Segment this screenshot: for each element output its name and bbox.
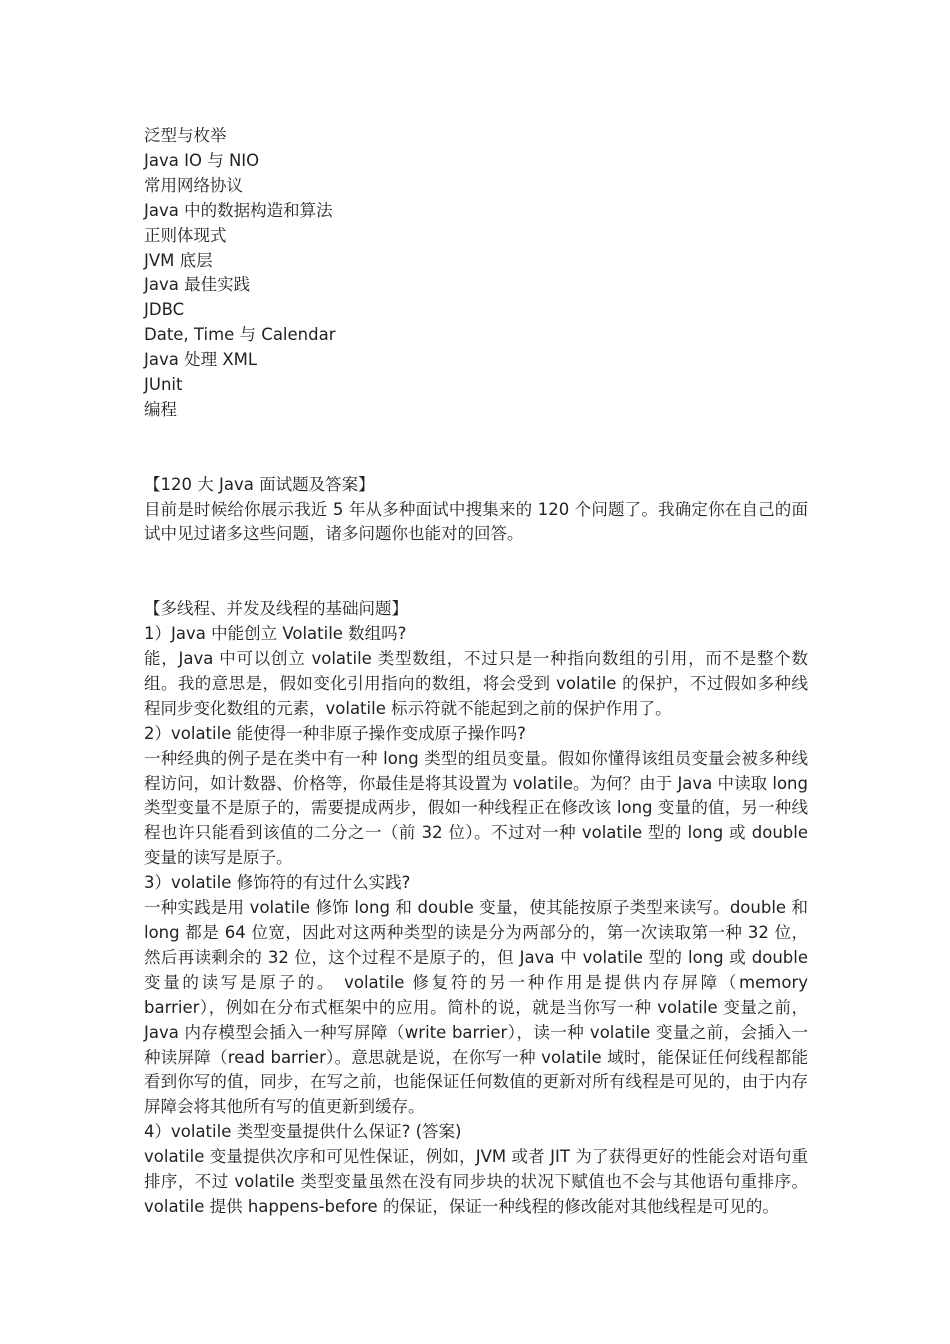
- toc-item: 正则体现式: [144, 225, 227, 245]
- toc-item: JDBC: [144, 300, 185, 320]
- answer-4: volatile 变量提供次序和可见性保证，例如，JVM 或者 JIT 为了获得更好的性能会对语句重排序，不过 volatile 类型变量虽然在没有同步块的状况下赋值也不会与其他语句重排序。 volatile 提供 happens-before 的保证，保证一种线程的修改能对其他线程是可见的。: [144, 1147, 808, 1216]
- threading-section: [144, 597, 808, 1220]
- answer-1: 能，Java 中可以创立 volatile 类型数组，不过只是一种指向数组的引用，而不是整个数组。我的意思是，假如变化引用指向的数组，将会受到 volatile 的保护，不过假如多种线程同步变化数组的元素，volatile 标示符就不能起到之前的保护作用了。: [144, 649, 808, 718]
- toc-item: Java 中的数据构造和算法: [144, 200, 333, 220]
- document-page: [144, 124, 808, 1220]
- question-4: 4）volatile 类型变量提供什么保证? (答案): [144, 1122, 462, 1142]
- toc-item: Java 最佳实践: [144, 275, 251, 295]
- intro-heading: 【120 大 Java 面试题及答案】: [144, 474, 375, 494]
- toc-item: JUnit: [144, 375, 183, 395]
- question-1: 1）Java 中能创立 Volatile 数组吗?: [144, 624, 407, 644]
- toc-item: 编程: [144, 399, 177, 419]
- toc-item: 常用网络协议: [144, 175, 243, 195]
- intro-section: [144, 473, 808, 548]
- toc-item: 泛型与枚举: [144, 126, 227, 145]
- toc-list: [144, 124, 808, 423]
- toc-item: Java IO 与 NIO: [144, 150, 260, 170]
- answer-3: 一种实践是用 volatile 修饰 long 和 double 变量，使其能按原子类型来读写。double 和 long 都是 64 位宽，因此对这两种类型的读是分为两部分的，第一次读取第一种 32 位，然后再读剩余的 32 位，这个过程不是原子的，但 Java 中 volatile 型的 long 或 double 变量的读写是原子的。 volatile 修复符的另一种作用是提供内存屏障（memory barrier），例如在分布式框架中的应用。简朴的说，就是当你写一种 volatile 变量之前，Java 内存模型会插入一种写屏障（write barrier），读一种 volatile 变量之前，会插入一种读屏障（read barrier）。意思就是说，在你写一种 volatile 域时，能保证任何线程都能看到你写的值，同步，在写之前，也能保证任何数值的更新对所有线程是可见的，由于内存屏障会将其他所有写的值更新到缓存。: [144, 898, 808, 1117]
- toc-item: Date, Time 与 Calendar: [144, 325, 336, 345]
- section-heading: 【多线程、并发及线程的基础问题】: [144, 599, 408, 619]
- answer-2: 一种经典的例子是在类中有一种 long 类型的组员变量。假如你懂得该组员变量会被多种线程访问，如计数器、价格等，你最佳是将其设置为 volatile。为何？由于 Java 中读取 long 类型变量不是原子的，需要提成两步，假如一种线程正在修改该 long 变量的值，另一种线程也许只能看到该值的二分之一（前 32 位）。不过对一种 volatile 型的 long 或 double 变量的读写是原子。: [144, 748, 808, 868]
- toc-item: Java 处理 XML: [144, 350, 258, 370]
- question-2: 2）volatile 能使得一种非原子操作变成原子操作吗?: [144, 723, 526, 743]
- question-3: 3）volatile 修饰符的有过什么实践?: [144, 873, 411, 893]
- intro-text: 目前是时候给你展示我近 5 年从多种面试中搜集来的 120 个问题了。我确定你在自己的面试中见过诸多这些问题，诸多问题你也能对的回答。: [144, 499, 808, 544]
- toc-item: JVM 底层: [144, 250, 213, 270]
